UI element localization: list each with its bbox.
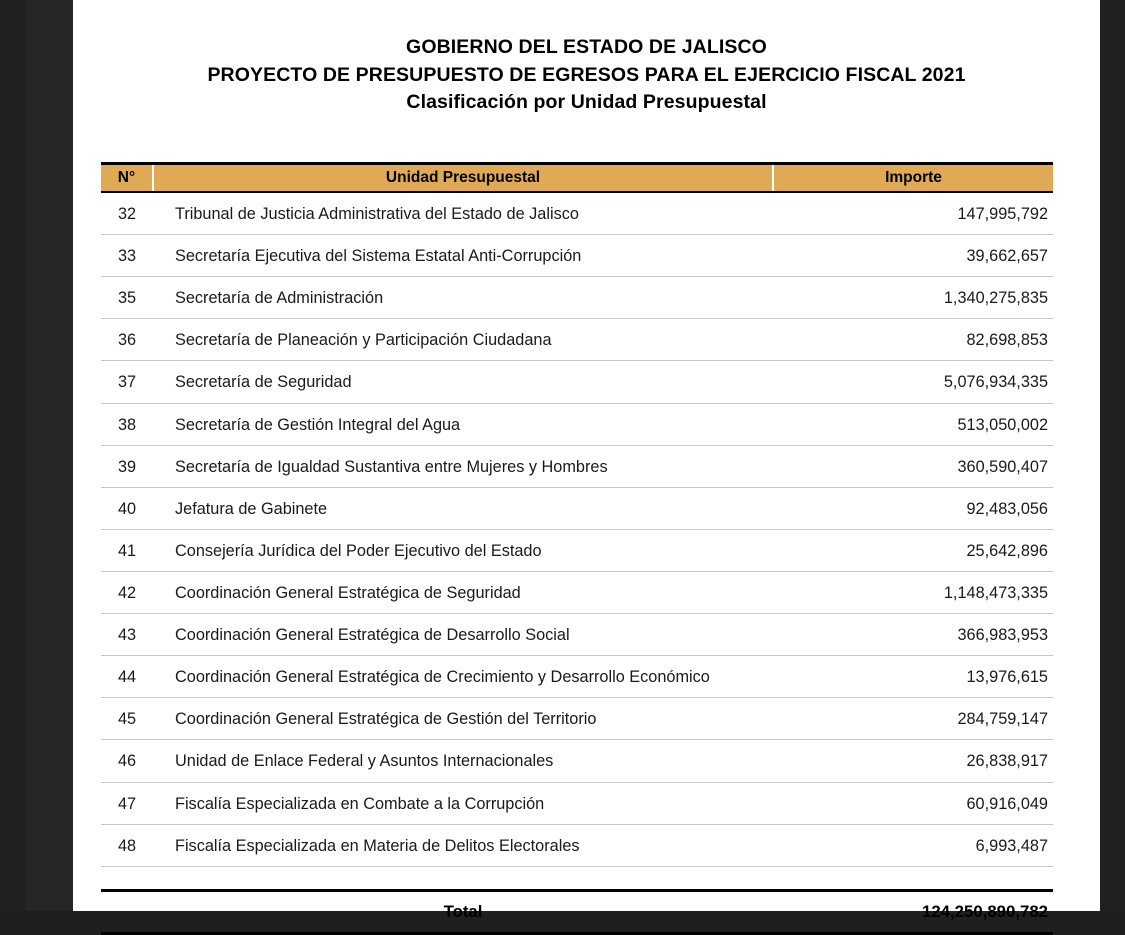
row-amount: 13,976,615 <box>773 656 1053 698</box>
table-row <box>101 361 1053 403</box>
page-title-primary: GOBIERNO DEL ESTADO DE JALISCO <box>406 36 767 58</box>
row-number: 36 <box>101 319 153 361</box>
row-amount: 284,759,147 <box>773 698 1053 740</box>
table-row <box>101 571 1053 613</box>
row-number: 47 <box>101 782 153 824</box>
row-amount: 39,662,657 <box>773 235 1053 277</box>
total-amount: 124,250,890,782 <box>922 901 1048 921</box>
row-unit-name: Jefatura de Gabinete <box>153 487 773 529</box>
row-unit-name: Consejería Jurídica del Poder Ejecutivo del Estado <box>153 529 773 571</box>
row-amount: 82,698,853 <box>773 319 1053 361</box>
row-unit-name: Coordinación General Estratégica de Crecimiento y Desarrollo Económico <box>153 656 773 698</box>
table-header-row <box>101 165 1053 192</box>
row-unit-name: Tribunal de Justicia Administrativa del Estado de Jalisco <box>153 192 773 235</box>
row-amount: 92,483,056 <box>773 487 1053 529</box>
table-row <box>101 445 1053 487</box>
row-number: 35 <box>101 277 153 319</box>
row-amount: 25,642,896 <box>773 529 1053 571</box>
row-unit-name: Coordinación General Estratégica de Gestión del Territorio <box>153 698 773 740</box>
row-number: 45 <box>101 698 153 740</box>
row-number: 40 <box>101 487 153 529</box>
table-row <box>101 235 1053 277</box>
row-number: 38 <box>101 403 153 445</box>
page-title-secondary: PROYECTO DE PRESUPUESTO DE EGRESOS PARA EL EJERCICIO FISCAL 2021 <box>207 63 966 86</box>
row-number: 48 <box>101 824 153 866</box>
table-row <box>101 319 1053 361</box>
table-row <box>101 614 1053 656</box>
row-number: 41 <box>101 529 153 571</box>
row-number: 37 <box>101 361 153 403</box>
row-amount: 26,838,917 <box>773 740 1053 782</box>
table-row <box>101 529 1053 571</box>
row-amount: 1,340,275,835 <box>773 277 1053 319</box>
row-number: 43 <box>101 614 153 656</box>
table-row <box>101 698 1053 740</box>
page-title-tertiary: Clasificación por Unidad Presupuestal <box>406 91 767 114</box>
table-row <box>101 740 1053 782</box>
budget-table <box>101 162 1053 935</box>
document-header <box>73 0 1100 117</box>
column-header-unit: Unidad Presupuestal <box>153 165 773 192</box>
row-amount: 5,076,934,335 <box>773 361 1053 403</box>
row-unit-name: Coordinación General Estratégica de Desarrollo Social <box>153 614 773 656</box>
row-number: 32 <box>101 192 153 235</box>
row-unit-name: Secretaría Ejecutiva del Sistema Estatal Anti-Corrupción <box>153 235 773 277</box>
table-row <box>101 487 1053 529</box>
row-amount: 513,050,002 <box>773 403 1053 445</box>
row-number: 46 <box>101 740 153 782</box>
row-unit-name: Fiscalía Especializada en Materia de Delitos Electorales <box>153 824 773 866</box>
row-number: 39 <box>101 445 153 487</box>
row-number: 42 <box>101 571 153 613</box>
row-number: 33 <box>101 235 153 277</box>
budget-table-container <box>101 162 1053 935</box>
row-unit-name: Secretaría de Gestión Integral del Agua <box>153 403 773 445</box>
column-header-number: N° <box>101 165 153 192</box>
column-header-amount: Importe <box>773 165 1053 192</box>
total-empty-cell <box>101 891 153 933</box>
row-number: 44 <box>101 656 153 698</box>
row-unit-name: Coordinación General Estratégica de Seguridad <box>153 571 773 613</box>
table-row <box>101 656 1053 698</box>
row-amount: 366,983,953 <box>773 614 1053 656</box>
total-label: Total <box>443 901 483 921</box>
table-row <box>101 782 1053 824</box>
budget-table-body <box>101 192 1053 934</box>
table-row <box>101 192 1053 235</box>
document-page <box>73 0 1100 921</box>
row-unit-name: Secretaría de Planeación y Participación Ciudadana <box>153 319 773 361</box>
right-letterbox-band <box>1100 0 1125 911</box>
row-unit-name: Unidad de Enlace Federal y Asuntos Internacionales <box>153 740 773 782</box>
row-amount: 6,993,487 <box>773 824 1053 866</box>
table-row <box>101 403 1053 445</box>
row-unit-name: Secretaría de Igualdad Sustantiva entre Mujeres y Hombres <box>153 445 773 487</box>
total-bottom-rule <box>101 933 1053 935</box>
total-spacer <box>101 866 1053 890</box>
left-letterbox-band-inner <box>26 0 73 911</box>
budget-table-head <box>101 162 1053 192</box>
row-amount: 360,590,407 <box>773 445 1053 487</box>
row-amount: 60,916,049 <box>773 782 1053 824</box>
row-unit-name: Secretaría de Administración <box>153 277 773 319</box>
row-amount: 1,148,473,335 <box>773 571 1053 613</box>
row-unit-name: Secretaría de Seguridad <box>153 361 773 403</box>
row-unit-name: Fiscalía Especializada en Combate a la Corrupción <box>153 782 773 824</box>
left-letterbox-band-outer <box>0 0 26 911</box>
row-amount: 147,995,792 <box>773 192 1053 235</box>
table-row <box>101 277 1053 319</box>
table-row <box>101 824 1053 866</box>
total-row <box>101 891 1053 933</box>
